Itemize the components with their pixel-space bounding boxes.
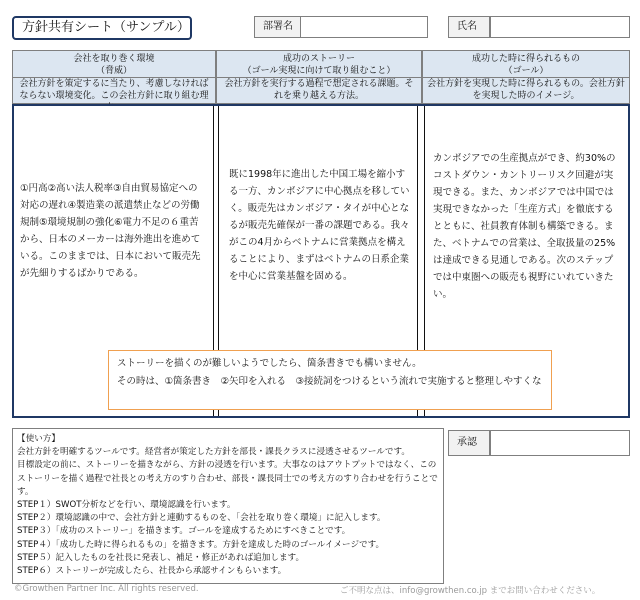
environment-text: ①円高②高い法人税率③自由貿易協定への対応の遅れ④製造業の派遣禁止などの労働規制⑤環境規制の強化⑥電力不足の６重苦から、日本のメーカーは海外進出を進めている。このままでは、日本において販売先が先細りするばかりである。 [20, 183, 201, 279]
column-heading: 会社を取り巻く環境 [73, 54, 155, 64]
sheet-title: 方針共有シート（サンプル） [12, 16, 192, 40]
approval-label: 承認 [448, 430, 490, 456]
how-to-use-step: STEP５）記入したものを社長に発表し、補足・修正があれば追加します。 [17, 552, 305, 563]
column-heading: 成功した時に得られるもの [471, 54, 580, 64]
department-label: 部署名 [254, 16, 302, 38]
column-header-goal [422, 50, 630, 78]
name-field[interactable] [490, 16, 630, 38]
how-to-use-step: STEP１）SWOT分析などを行い、環境認識を行います。 [17, 500, 236, 511]
tip-note-box [108, 350, 552, 410]
column-subheading: （ゴール実現に向けて取り組むこと） [242, 66, 396, 76]
copyright-text: ©Growthen Partner Inc. All rights reserved. [14, 584, 199, 594]
column-heading: 成功のストーリー [282, 54, 355, 64]
story-text: 既に1998年に進出した中国工場を縮小する一方、カンボジアに中心拠点を移していく。販売先はカンボジア・タイが中心となるが販売先確保が一番の課題である。我々がこの4月からベトナムに営業拠点を構えることにより、まずはベトナムの日系企業を中心に営業基盤を固める。 [229, 169, 410, 282]
column-description: 会社方針を実行する過程で想定される課題。それを乗り越える方法。 [216, 78, 422, 104]
department-field[interactable] [300, 16, 428, 38]
column-subheading: （脅威） [95, 66, 132, 76]
goal-text: カンボジアでの生産拠点ができ、約30%のコストダウン・カントリーリスク回避が実現できる。また、カンボジアでは中国では実現できなかった「生産方式」を徹底するとともに、社員教育体制も構築できる。また、ベトナムでの営業は、全取扱量の25%は達成できる見通しである。次のステップでは中東圏への販売も視野にいれていきたい。 [433, 153, 616, 300]
how-to-use-step: STEP３）「成功のストーリー」を描きます。ゴールを達成するためにすべきことです。 [17, 526, 351, 537]
how-to-use-step: STEP６）ストーリーが完成したら、社長から承認サインもらいます。 [17, 566, 287, 577]
column-description: 会社方針を実現した時に得られるもの。会社方針を実現した時のイメージ。 [422, 78, 630, 104]
how-to-use-step: STEP２）環境認識の中で、会社方針と連動するものを、「会社を取り巻く環境」に記入します。 [17, 513, 386, 524]
how-to-use-title: 【使い方】 [17, 434, 60, 444]
how-to-use-step: STEP４）「成功した時に得られるもの」を描きます。方針を達成した時のゴールイメージです。 [17, 539, 385, 550]
tip-note-line: その時は、①箇条書き ②矢印を入れる ③接続詞をつけるという流れで実施すると整理しやすくな [117, 376, 542, 387]
contact-text: ご不明な点は、info@growthen.co.jp までお問い合わせください。 [340, 586, 601, 596]
name-label: 氏名 [448, 16, 490, 38]
approval-field[interactable] [490, 430, 630, 456]
how-to-use-box [12, 428, 444, 584]
column-description: 会社方針を策定するに当たり、考慮しなければならない環境変化。この会社方針に取り組む理 [12, 78, 216, 104]
column-header-story [216, 50, 422, 78]
column-header-environment [12, 50, 216, 78]
tip-note-line: ストーリーを描くのが難しいようでしたら、箇条書きでも構いません。 [117, 358, 422, 369]
how-to-use-line: 会社方針を明確するツールです。経営者が策定した方針を部長・課長クラスに浸透させるツールです。 [17, 447, 410, 458]
column-subheading: （ゴール） [503, 66, 549, 76]
how-to-use-line: 目標設定の前に、ストーリーを描きながら、方針の浸透を行います。大事なのはアウトプットではなく、このストーリーを描く過程で社長との考え方のすり合わせ、部長・課長同士での考え方のすり合わせを行うことです。 [17, 460, 438, 497]
